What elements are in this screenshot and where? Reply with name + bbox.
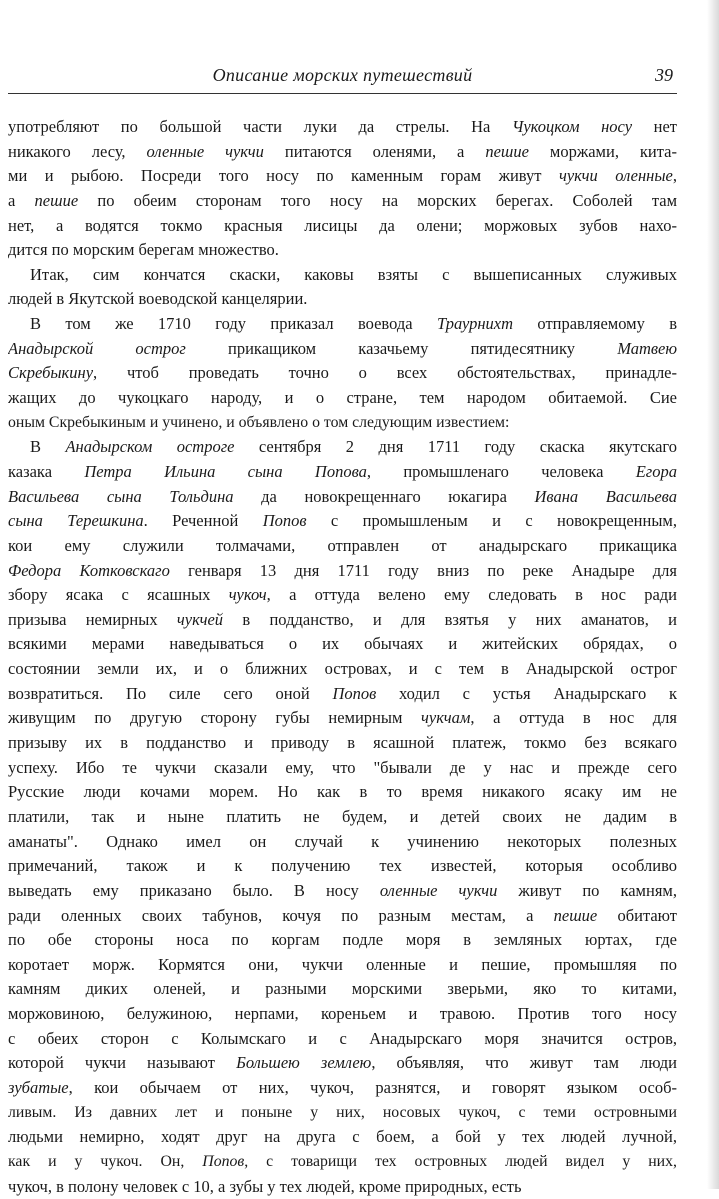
italic-text: пешие xyxy=(485,141,529,161)
text-line xyxy=(8,1027,677,1052)
running-header xyxy=(8,63,677,94)
text-segment: коротает морж. Кормятся они, чукчи оленные и пешие, промышляя по xyxy=(8,954,677,974)
text-line xyxy=(8,214,677,239)
italic-text: Попов xyxy=(202,1152,245,1170)
italic-text: зубатые xyxy=(8,1077,69,1097)
italic-text: Анадырской острог xyxy=(8,338,186,358)
text-line xyxy=(8,583,677,608)
text-segment: живут по камням, xyxy=(497,880,677,900)
italic-text: Петра Ильина сына Попова xyxy=(84,461,367,481)
text-line xyxy=(8,977,677,1002)
text-segment: нет, а водятся токмо красныя лисицы да олени; моржовых зубов нахо- xyxy=(8,215,677,235)
text-segment: никакого лесу, xyxy=(8,141,147,161)
text-line xyxy=(8,238,677,263)
italic-text: Васильева сына Тольдина xyxy=(8,486,234,506)
text-segment: питаются оленями, а xyxy=(263,141,486,161)
body-text xyxy=(8,115,677,1199)
text-line xyxy=(8,1076,677,1101)
text-line xyxy=(8,657,677,682)
text-line xyxy=(8,411,677,436)
text-line xyxy=(8,189,677,214)
text-segment: нет xyxy=(632,117,677,136)
text-segment: , объявляя, что живут там люди xyxy=(371,1053,677,1073)
italic-text: чукчам xyxy=(421,708,471,728)
text-segment: казака xyxy=(8,461,85,481)
text-segment: да новокрещеннаго юкагира xyxy=(233,486,535,506)
text-segment: камням диких оленей, и разными морскими зверьми, яко то китами, xyxy=(8,979,677,999)
text-segment: генваря 13 дня 1711 году вниз по реке Анадыре для xyxy=(169,560,677,580)
italic-text: Попов xyxy=(262,511,307,531)
text-line xyxy=(8,435,677,460)
text-segment: выведать ему приказано было. В носу xyxy=(8,880,380,900)
text-segment: по обе стороны носа по коргам подле моря в земляных юртах, где xyxy=(8,930,677,950)
text-line xyxy=(8,1125,677,1150)
text-segment: аманаты". Однако имел он случай к учинению некоторых полезных xyxy=(8,831,677,851)
text-segment: , промышленаго человека xyxy=(366,461,636,481)
text-line xyxy=(8,608,677,633)
text-segment: жащих до чукоцкаго народу, и о стране, тем народом обитаемой. Сие xyxy=(8,388,677,408)
text-segment: , а оттуда велено ему следовать в нос ради xyxy=(266,585,677,605)
text-segment: , кои обычаем от них, чукоч, разнятся, и говорят языком особ- xyxy=(68,1077,677,1097)
text-segment: сентября 2 дня 1711 году скаска якутскаго xyxy=(234,437,677,457)
text-line xyxy=(8,287,677,312)
text-line xyxy=(8,263,677,288)
text-segment: дится по морским берегам множество. xyxy=(8,240,279,260)
text-line xyxy=(8,953,677,978)
text-segment: по обеим сторонам того носу на морских берегах. Соболей там xyxy=(78,190,677,210)
text-line xyxy=(8,485,677,510)
text-line xyxy=(8,682,677,707)
italic-text: пешие xyxy=(553,905,598,925)
text-line xyxy=(8,830,677,855)
italic-text: сына Терешкина xyxy=(8,511,144,531)
text-line xyxy=(8,879,677,904)
text-segment: моржовиною, белужиною, нерпами, кореньем и травою. Против того носу xyxy=(8,1004,677,1024)
italic-text: Попов xyxy=(332,683,377,703)
italic-text: Матвею xyxy=(617,338,677,358)
text-segment: возвратиться. По силе сего оной xyxy=(8,683,333,703)
text-segment: обитают xyxy=(597,905,677,925)
text-segment: , с товарищи тех островных людей видел у них, xyxy=(244,1152,677,1170)
italic-text: чукоч xyxy=(228,585,267,605)
text-line xyxy=(8,1150,677,1175)
text-segment: ливым. Из давних лет и поныне у них, носовых чукоч, с теми островными xyxy=(8,1103,677,1121)
text-segment: призыва немирных xyxy=(8,609,177,629)
text-segment: употребляют по большой части луки да стрелы. На xyxy=(8,117,512,136)
text-segment: В xyxy=(30,437,66,457)
italic-text: оленные чукчи xyxy=(146,141,264,161)
text-segment: в подданство, и для взятья у них аманатов, и xyxy=(223,609,677,629)
text-segment: , чтоб проведать точно о всех обстоятельствах, принадле- xyxy=(93,363,677,383)
italic-text: Егора xyxy=(635,461,677,481)
text-line xyxy=(8,386,677,411)
text-segment: . Реченной xyxy=(143,511,263,531)
text-segment: ради оленных своих табунов, кочуя по разным местам, а xyxy=(8,905,554,925)
text-segment: всякими мерами наведываться о их обычаях и житейских обрядах, о xyxy=(8,634,677,654)
text-segment: чукоч, в полону человек с 10, а зубы у тех людей, кроме природных, есть xyxy=(8,1176,522,1196)
text-segment: с обеих сторон с Колымскаго и с Анадырскаго моря значится остров, xyxy=(8,1028,677,1048)
text-segment: а xyxy=(8,190,35,210)
text-line xyxy=(8,140,677,165)
text-segment: как и у чукоч. Он, xyxy=(8,1152,203,1170)
italic-text: пешие xyxy=(34,190,79,210)
text-line xyxy=(8,115,677,140)
text-segment: ходил с устья Анадырскаго к xyxy=(376,683,677,703)
text-segment: В том же 1710 году приказал воевода xyxy=(30,314,437,334)
text-line xyxy=(8,706,677,731)
text-line xyxy=(8,361,677,386)
italic-text: Федора Котковскаго xyxy=(8,560,170,580)
text-line xyxy=(8,1175,677,1199)
text-line xyxy=(8,805,677,830)
text-segment: отправляемому в xyxy=(513,314,677,334)
italic-text: Чукоцком носу xyxy=(511,117,633,136)
text-line xyxy=(8,632,677,657)
text-line xyxy=(8,756,677,781)
text-line xyxy=(8,904,677,929)
text-line xyxy=(8,534,677,559)
text-line xyxy=(8,780,677,805)
text-segment: оным Скребыкиным и учинено, и объявлено о том следующим известием: xyxy=(8,413,510,431)
text-segment: Русские люди кочами морем. Но как в то время никакого ясаку им не xyxy=(8,782,677,802)
italic-text: чукчей xyxy=(176,609,224,629)
text-segment: Итак, сим кончатся скаски, каковы взяты с вышеписанных служивых xyxy=(30,264,677,284)
italic-text: Большею землею xyxy=(236,1053,372,1073)
text-segment: людей в Якутской воеводской канцелярии. xyxy=(8,289,308,309)
text-line xyxy=(8,854,677,879)
italic-text: оленные чукчи xyxy=(379,880,498,900)
text-segment: с промышленым и с новокрещенным, xyxy=(306,511,677,531)
page-edge-shadow xyxy=(707,0,719,1189)
italic-text: Анадырском остроге xyxy=(65,437,235,457)
text-line xyxy=(8,928,677,953)
text-segment: прикащиком казачьему пятидесятнику xyxy=(185,338,618,358)
text-segment: которой чукчи называют xyxy=(8,1053,237,1073)
text-segment: примечаний, також и к получению тех известей, которыя особливо xyxy=(8,856,677,876)
text-segment: ми и рыбою. Посреди того носу по каменным горам живут xyxy=(8,166,559,186)
italic-text: Траурнихт xyxy=(436,314,514,334)
text-segment: людьми немирно, ходят друг на друга с боем, а бой у тех людей лучной, xyxy=(8,1127,677,1147)
text-segment: , xyxy=(672,166,677,186)
page-number: 39 xyxy=(655,65,673,85)
text-segment: успеху. Ибо те чукчи сказали ему, что "бывали де у нас и прежде сего xyxy=(8,757,677,777)
text-line xyxy=(8,164,677,189)
text-line xyxy=(8,1101,677,1126)
text-line xyxy=(8,509,677,534)
text-line xyxy=(8,731,677,756)
text-segment: , а оттуда в нос для xyxy=(470,708,677,728)
text-segment: живущим по другую сторону губы немирным xyxy=(8,708,422,728)
italic-text: Ивана Васильева xyxy=(534,486,677,506)
italic-text: Скребыкину xyxy=(8,363,94,383)
text-segment: призыву их в подданство и приводу в ясашной платеж, токмо без всякаго xyxy=(8,733,677,753)
text-segment: збору ясака с ясашных xyxy=(8,585,229,605)
text-line xyxy=(8,460,677,485)
text-line xyxy=(8,559,677,584)
text-line xyxy=(8,1002,677,1027)
text-line xyxy=(8,312,677,337)
text-segment: кои ему служили толмачами, отправлен от анадырскаго прикащика xyxy=(8,535,677,555)
italic-text: чукчи оленные xyxy=(558,166,673,186)
text-line xyxy=(8,1051,677,1076)
text-segment: моржами, кита- xyxy=(528,141,677,161)
running-header-title: Описание морских путешествий xyxy=(212,65,473,85)
text-segment: платили, так и ныне платить не будем, и детей своих не дадим в xyxy=(8,806,677,826)
text-segment: состоянии земли их, и о ближних островах, и с тем в Анадырской острог xyxy=(8,659,677,679)
text-line xyxy=(8,337,677,362)
